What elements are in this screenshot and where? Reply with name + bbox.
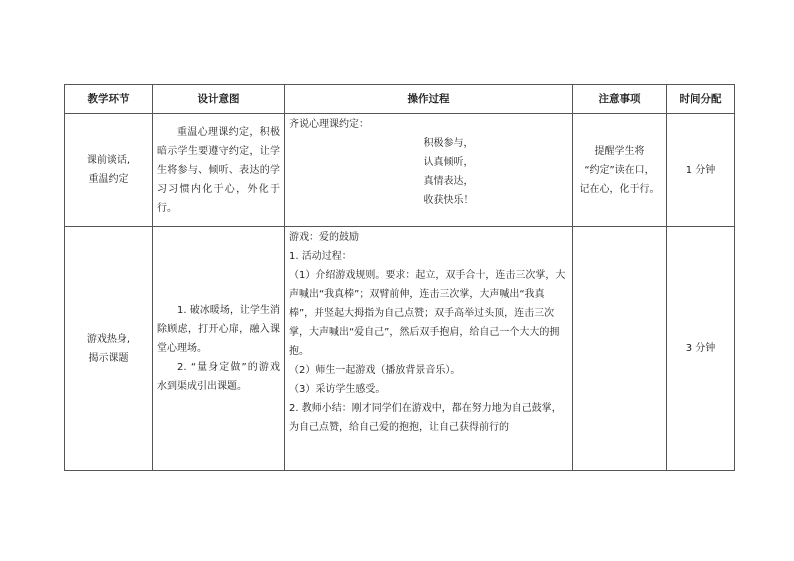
stage-cell: 游戏热身, 揭示课题 (65, 227, 153, 471)
process-cell: 游戏：爱的鼓励 1. 活动过程： （1）介绍游戏规则。要求：起立，双手合十，连击三次掌，大声喊出“我真棒”；双臂前伸，连击三次掌，大声喊出“我真棒”，并竖起大拇指为自己点赞；双手高举过头顶，连击三次掌，大声喊出“爱自己”，然后双手抱肩，给自己一个大大的拥抱。 （2）师生一起游戏（播放背景音乐）。 （3）采访学生感受。 2. 教师小结：刚才同学们在游戏中，都在努力地为自己鼓掌，为自己点赞，给自己爱的抱抱，让自己获得前行的 (285, 227, 573, 471)
stage-cell: 课前谈话, 重温约定 (65, 114, 153, 227)
header-notes: 注意事项 (573, 85, 667, 114)
intent-cell: 1. 破冰暖场，让学生消除顾虑，打开心扉，融入课堂心理场。 2. “量身定做”的游戏水到渠成引出课题。 (153, 227, 285, 471)
header-process: 操作过程 (285, 85, 573, 114)
table-row (65, 114, 735, 227)
intent-cell: 重温心理课约定，积极暗示学生要遵守约定，让学生将参与、倾听、表达的学习习惯内化于心，外化于行。 (153, 114, 285, 227)
lesson-plan-table (64, 84, 735, 471)
header-intent: 设计意图 (153, 85, 285, 114)
header-row (65, 85, 735, 114)
table-row (65, 227, 735, 471)
notes-cell: 提醒学生将 “约定”读在口， 记在心，化于行。 (573, 114, 667, 227)
process-cell: 齐说心理课约定： 积极参与， 认真倾听， 真情表达， 收获快乐！ (285, 114, 573, 227)
header-time: 时间分配 (667, 85, 735, 114)
notes-cell (573, 227, 667, 471)
time-cell: 1 分钟 (667, 114, 735, 227)
time-cell: 3 分钟 (667, 227, 735, 471)
header-stage: 教学环节 (65, 85, 153, 114)
